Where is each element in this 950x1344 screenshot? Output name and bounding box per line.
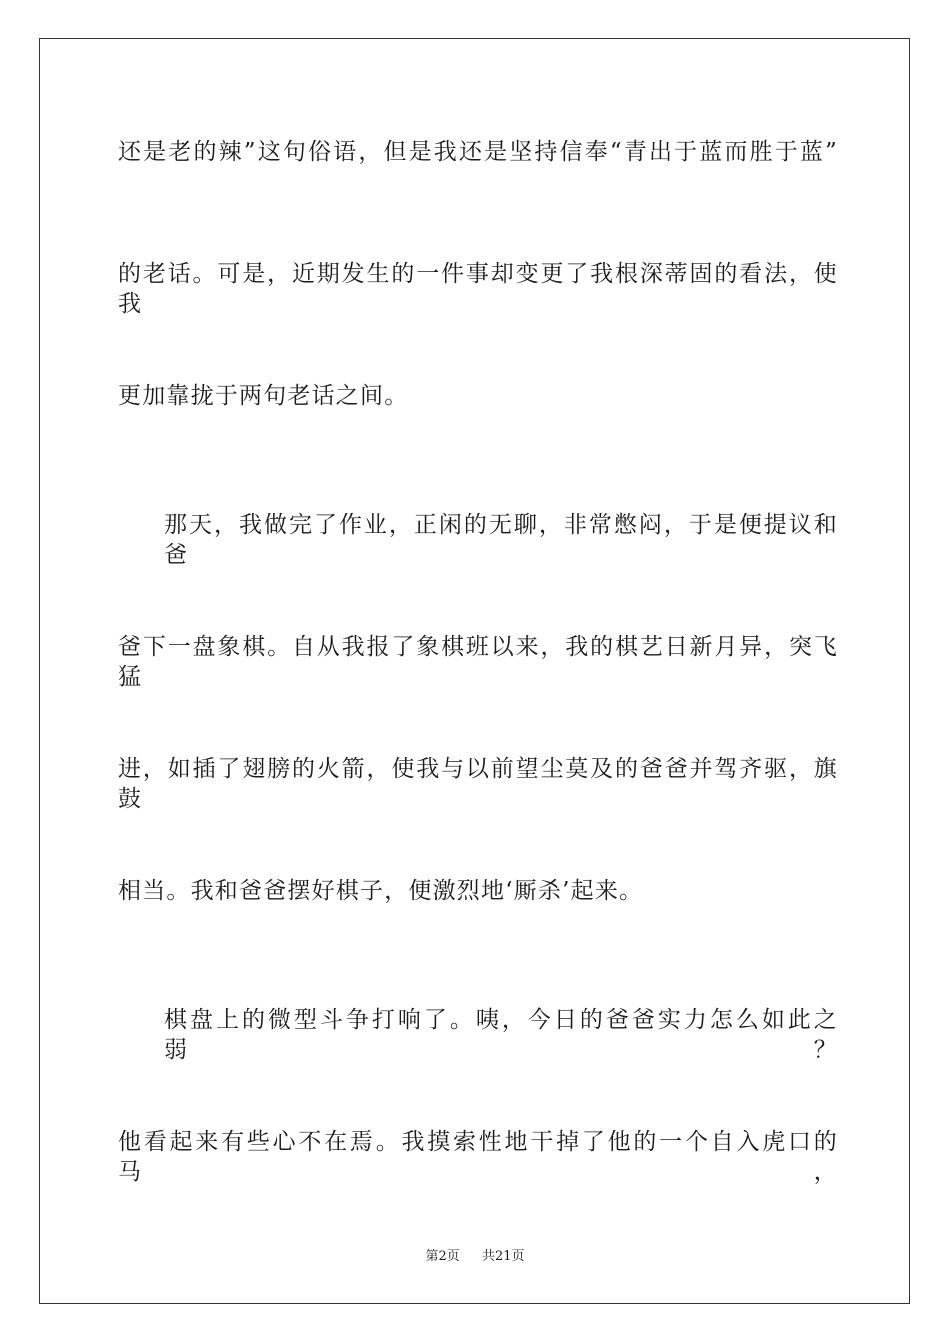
- page-footer: [0, 1248, 950, 1266]
- paragraph-first-line: 那天，我做完了作业，正闲的无聊，非常憋闷，于是便提议和爸: [164, 512, 838, 568]
- page-total: 共21页: [482, 1249, 525, 1264]
- page-number: 第2页: [425, 1249, 460, 1264]
- text-line: 爸下一盘象棋。自从我报了象棋班以来，我的棋艺日新月异，突飞猛: [118, 634, 838, 690]
- text-line: 的老话。可是，近期发生的一件事却变更了我根深蒂固的看法，使我: [118, 261, 838, 317]
- text-line: 他看起来有些心不在焉。我摸索性地干掉了他的一个自入虎口的马，: [118, 1129, 838, 1185]
- text-line: 还是老的辣”这句俗语，但是我还是坚持信奉“青出于蓝而胜于蓝”: [118, 139, 838, 165]
- text-line: 进，如插了翅膀的火箭，使我与以前望尘莫及的爸爸并驾齐驱，旗鼓: [118, 756, 838, 812]
- text-line: 相当。我和爸爸摆好棋子，便激烈地‘厮杀’起来。: [118, 878, 644, 904]
- text-line: 更加靠拢于两句老话之间。: [118, 383, 409, 409]
- paragraph-first-line: 棋盘上的微型斗争打响了。咦，今日的爸爸实力怎么如此之弱？: [164, 1007, 838, 1063]
